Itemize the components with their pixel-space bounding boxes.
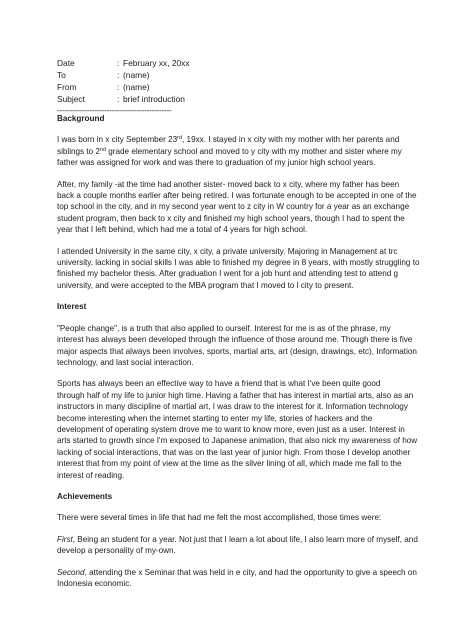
background-heading: Background [57, 114, 105, 123]
ordinal-suffix: nd [99, 146, 107, 153]
text-line: university, and were accepted to the MBA program that I moved to l city to present. [57, 280, 354, 290]
interest-paragraph-2 [57, 378, 423, 481]
text-line: technology, and last social interaction. [57, 357, 194, 367]
to-label: To [57, 70, 66, 80]
text-run: , 19xx. I stayed in x city with my mother with her parents and [182, 135, 400, 145]
ordinal-suffix: rd [177, 135, 183, 142]
interest-paragraph-1 [57, 323, 423, 369]
text-line: through half of my life to junior high time. Having a father that has interest in martial arts, also as an [57, 390, 414, 400]
date-value: February xx, 20xx [123, 58, 190, 68]
text-line: Indonesia economic. [57, 579, 132, 588]
text-run: siblings to 2 [57, 146, 100, 156]
text-run: I was born in x city September 23 [57, 135, 178, 145]
text-line: father was assigned for work and was there to graduation of my junior high school years. [57, 158, 376, 168]
to-separator: : [117, 70, 120, 80]
text-line: interest that from my point of view at the time as the silver lining of all, which made me fall to the [57, 459, 402, 469]
text-line: I attended University in the same city, x city, a private university. Majoring in Management at trc [57, 246, 398, 256]
achievements-heading: Achievements [57, 491, 113, 501]
date-separator: : [117, 58, 120, 68]
background-paragraph-1 [57, 134, 423, 168]
text-line: back a couple months earlier after being retired. I was fortunate enough to be accepted in one of the [57, 191, 417, 201]
text-line: lacking of social interactions, that was on the last year of junior high. From those I develop another [57, 447, 411, 457]
subject-label: Subject [57, 94, 85, 104]
text-run: , Being an student for a year. Not just that I learn a lot about life, I also learn more of myself, and [72, 534, 418, 544]
text-line: interest of reading. [57, 470, 125, 480]
text-line [57, 534, 423, 545]
text-line: university, lacking in social skills I was able to finished my degree in 8 years, with mostly struggling to [57, 258, 420, 268]
text-run: , attending the x Seminar that was held in e city, and had the opportunity to give a speech on [84, 567, 417, 577]
achievements-paragraph-1 [57, 512, 423, 523]
subject-row [57, 93, 190, 105]
header-rule: ---------------------------------------------- [57, 105, 172, 115]
text-line: major aspects that always been involves, sports, martial arts, art (design, drawings, etc), Information [57, 346, 417, 356]
background-paragraph-3 [57, 246, 423, 292]
text-line: become interesting when the internet starting to enter my life, stories of hackers and the [57, 413, 373, 423]
background-paragraph-2 [57, 179, 423, 236]
from-row [57, 81, 190, 93]
text-line: develop a personality of my-own. [57, 546, 176, 556]
text-line: student program, then back to x city and finished my high school years, though I had to spent the [57, 213, 405, 223]
from-label: From [57, 82, 77, 92]
text-line: development of operating system drove me to want to know more, even just as a user. Interest in [57, 424, 405, 434]
text-line: instructors in many discipline of martial art, I was draw to the interest for it. Information technology [57, 402, 408, 412]
emphasis-second: Second [57, 567, 85, 577]
achievements-paragraph-3 [57, 567, 423, 590]
date-row [57, 57, 190, 69]
text-line: top school in the city, and in my second year went to z city in W country for a year as an exchange [57, 202, 410, 212]
text-line [57, 146, 423, 157]
text-line: Sports has always been an effective way to have a friend that is what I've been quite good [57, 379, 381, 389]
subject-separator: : [117, 94, 120, 104]
text-line: year that I left behind, which had me a total of 4 years for high school. [57, 225, 308, 235]
achievements-paragraph-2 [57, 534, 423, 557]
text-line: After, my family -at the time had another sister- moved back to x city, where my father has been [57, 179, 400, 189]
document-body [57, 113, 423, 599]
memo-header [57, 57, 190, 115]
from-value: (name) [123, 82, 150, 92]
to-value: (name) [123, 70, 150, 80]
text-line [57, 134, 423, 145]
text-line: interest has always been developed through the influence of those around me. Though there is five [57, 335, 413, 345]
text-run: grade elementary school and moved to y city with my mother and sister where my [106, 146, 402, 156]
emphasis-first: First [57, 534, 73, 544]
text-line [57, 567, 423, 578]
to-row [57, 69, 190, 81]
from-separator: : [117, 82, 120, 92]
text-line: There were several times in life that had me felt the most accomplished, those times were: [57, 513, 382, 523]
interest-heading: Interest [57, 302, 87, 312]
text-line: arts started to growth since I'm exposed to Japanese animation, that also nick my awareness of how [57, 436, 418, 446]
text-line: finished my bachelor thesis. After graduation I went for a job hunt and attending test to attend g [57, 269, 399, 279]
date-label: Date [57, 58, 75, 68]
text-line: "People change", is a truth that also applied to ourself. Interest for me is as of the phrase, my [57, 323, 391, 333]
subject-value: brief introduction [123, 94, 185, 104]
